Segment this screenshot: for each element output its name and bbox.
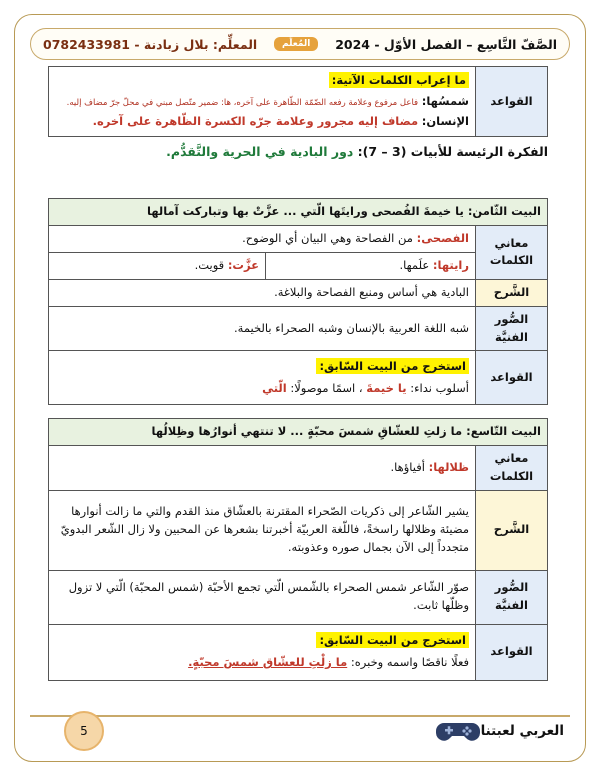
page-number: 5: [64, 711, 104, 751]
verse-8-meanings-label: معاني الكلمات: [476, 225, 548, 279]
main-idea-text: دور البادية في الحرية والتَّقدُّم.: [166, 144, 354, 159]
verse-9-explanation-label: الشَّرح: [476, 490, 548, 570]
verse-8-m1-text: من الفصاحة وهي البيان أي الوضوح.: [242, 230, 413, 245]
teacher-contact: المعلِّم: بلال زبادنة - 0782433981: [43, 36, 258, 52]
verse-8-imagery-label: الصُّور الفنيَّة: [476, 306, 548, 351]
verse-9-imagery-label: الصُّور الفنيَّة: [476, 570, 548, 624]
verse-8-explanation-label: الشَّرح: [476, 279, 548, 306]
verse-8-grammar-red-b: الّتي: [262, 380, 287, 395]
grammar-table-1: [48, 66, 548, 137]
grade-term: الصَّفّ التَّاسِع – الفصل الأوّل - 2024: [335, 36, 557, 52]
verse-9-title: البيت التّاسع: ما زلتِ للعشّاقِ شمسَ محبّةٍ ... لا تنتهي أنوارُها وظِلالُها: [49, 419, 548, 446]
page-header: [30, 28, 570, 60]
grammar-answer-1: فاعل مرفوع وعلامة رفعه الضّمّة الظّاهرة على آخره، ها: ضمير متّصل مبني في محلّ جرّ مضاف إليه.: [66, 97, 419, 108]
verse-8-title: البيت الثّامن: يا خيمةَ الفُصحى ورايتَها الّتي ... عزَّتْ بها وتباركت آمالها: [49, 199, 548, 226]
gamepad-icon: [436, 719, 480, 743]
verse-9-m1-word: ظلالها:: [428, 459, 469, 474]
page-footer: [30, 715, 570, 751]
verse-9-table: [48, 418, 548, 681]
verse-8-m1-word: الفصحى:: [416, 230, 469, 245]
verse-8-grammar-text-b: ، اسمًا موصولًا:: [290, 380, 363, 395]
verse-8-m3-word: عزَّت:: [227, 257, 259, 272]
verse-9-meanings-label: معاني الكلمات: [476, 446, 548, 491]
grammar-prompt: ما إعراب الكلمات الآتية:: [329, 72, 469, 88]
grammar-answer-2: مضاف إليه مجرور وعلامة جرّه الكسرة الظّاهرة على آخره.: [92, 114, 419, 129]
verse-9-grammar-text: فعلًا ناقصًا واسمه وخبره:: [350, 655, 469, 670]
verse-9-m1-text: أفياؤها.: [390, 459, 425, 474]
verse-8-m2-word: رايتها:: [432, 257, 469, 272]
verse-8-explanation: البادية هي أساس ومنبع الفصاحة والبلاغة.: [49, 279, 476, 306]
verse-8-m3-text: قويت.: [194, 257, 225, 272]
grammar-word-1: شمسُها:: [421, 93, 469, 108]
main-idea: [48, 144, 548, 159]
verse-8-grammar-text-a: أسلوب نداء:: [410, 380, 469, 395]
teacher-badge: المُعلِّم: [274, 37, 318, 51]
main-idea-label: الفكرة الرئيسة للأبيات (3 – 7):: [357, 144, 548, 159]
verse-9-explanation: يشير الشّاعر إلى ذكريات الصّحراء المقترنة بالعشّاق منذ القدم والتي ما زالت أنوارها مضيئة وظلالها راسخةً، فاللّغة العربيّة أخبرتنا بشعرها عن المحبين ولا زال الشّعر البدويّ متجدداً إلى الآن بجمال صوره وعذوبته.: [49, 490, 476, 570]
footer-title: العربي لعبتنا: [480, 723, 564, 739]
verse-8-imagery: شبه اللغة العربية بالإنسان وشبه الصحراء بالخيمة.: [49, 306, 476, 351]
verse-8-grammar-label: القواعد: [476, 351, 548, 405]
verse-9-grammar-label: القواعد: [476, 624, 548, 680]
verse-8-table: [48, 198, 548, 405]
grammar-word-2: الإنسان:: [421, 114, 469, 129]
verse-8-grammar-prompt: استخرج من البيت السّابق:: [316, 358, 469, 374]
grammar-label: القواعد: [476, 67, 548, 137]
verse-9-grammar-prompt: استخرج من البيت السّابق:: [316, 632, 469, 648]
verse-9-grammar-red: ما زلْتِ للعشّاق شمسَ محبّةٍ.: [188, 655, 348, 670]
footer-divider: [30, 715, 570, 717]
verse-9-imagery: صوّر الشّاعر شمس الصحراء بالشّمس الّتي تجمع الأحبّة (شمس المحبّة) الّتي لا تزول وظلّها ثابت.: [49, 570, 476, 624]
verse-8-m2-text: علَمها.: [399, 257, 430, 272]
verse-8-grammar-red-a: يا خيمةَ: [366, 380, 407, 395]
